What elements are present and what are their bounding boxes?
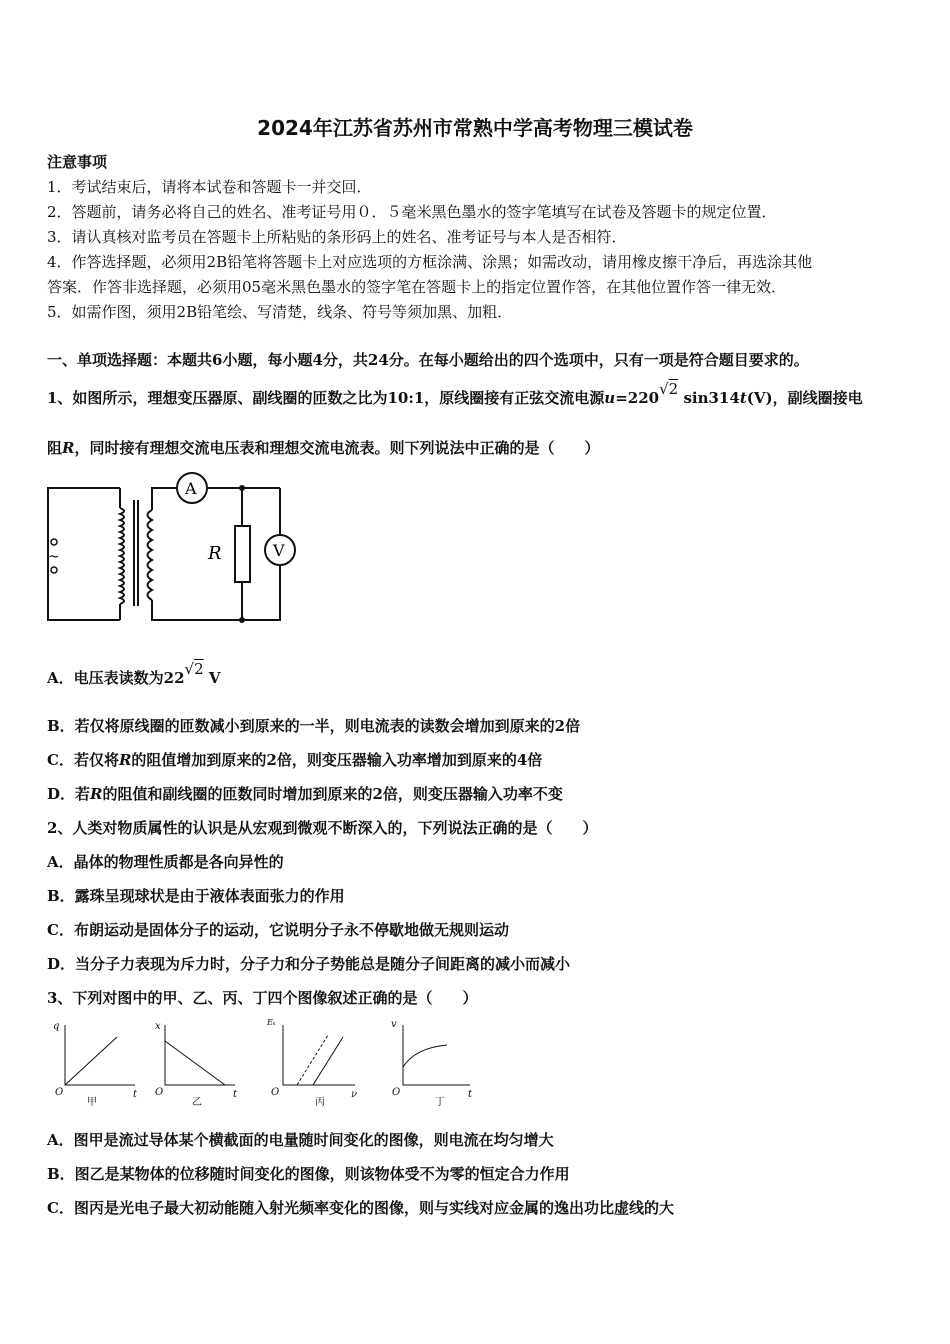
q1-opt-c-b: 的阻值增加到原来的2倍，则变压器输入功率增加到原来的4倍	[131, 751, 543, 769]
note-item-4-cont: 答案．作答非选择题，必须用05毫米黑色墨水的签字笔在答题卡上的指定位置作答，在其他位置作答一律无效．	[47, 278, 787, 296]
q1-formula-t: t	[739, 389, 747, 407]
q1-stem-line1	[47, 380, 863, 408]
graph-bing-xlabel: ν	[351, 1089, 358, 1100]
graph-ding-axes	[403, 1025, 470, 1085]
graph-yi-xlabel: t	[233, 1089, 238, 1100]
q1-opt-a-text: A．电压表读数为22	[47, 669, 185, 687]
graph-yi-axes	[165, 1025, 235, 1085]
q3-option-a: A．图甲是流过导体某个横截面的电量随时间变化的图像，则电流在均匀增大	[47, 1131, 554, 1149]
q1-opt-a-unit: V	[208, 669, 221, 687]
graph-jia-origin: O	[55, 1087, 64, 1098]
graph-bing-origin: O	[271, 1087, 280, 1098]
q1-opt-d-b: 的阻值和副线圈的匝数同时增加到原来的2倍，则变压器输入功率不变	[102, 785, 563, 803]
secondary-lead-top	[152, 488, 176, 510]
q3-graphs	[45, 1015, 485, 1110]
ac-source-symbol: ~	[48, 549, 60, 565]
q1-option-c	[47, 750, 542, 770]
graph-jia-line	[65, 1037, 117, 1085]
note-item-1: 1．考试结束后，请将本试卷和答题卡一并交回．	[47, 178, 372, 196]
q1-opt-c-r: R	[118, 751, 132, 769]
q3-option-b: B．图乙是某物体的位移随时间变化的图像，则该物体受不为零的恒定合力作用	[47, 1165, 570, 1183]
graph-bing-dashed-line	[297, 1035, 328, 1085]
q1-formula-u: u	[604, 389, 616, 407]
graph-jia-ylabel: q	[53, 1021, 60, 1032]
q2-stem: 2、人类对物质属性的认识是从宏观到微观不断深入的，下列说法正确的是（ ）	[47, 819, 598, 837]
q1-opt-d-r: R	[90, 785, 103, 803]
note-item-5: 5．如需作图，须用2B铅笔绘、写清楚，线条、符号等须加黑、加粗．	[47, 303, 513, 321]
graph-yi-line	[165, 1041, 225, 1085]
graph-ding-xlabel: t	[468, 1089, 473, 1100]
secondary-coil	[148, 510, 153, 600]
graph-jia-axes	[65, 1025, 135, 1085]
q2-option-c: C．布朗运动是固体分子的运动，它说明分子永不停歇地做无规则运动	[47, 921, 509, 939]
graph-yi-caption: 乙	[192, 1097, 202, 1108]
graph-bing-ylabel: Eₖ	[267, 1018, 276, 1027]
junction-bottom	[239, 617, 245, 623]
resistor-label: R	[208, 543, 222, 564]
sqrt-sign: √2	[659, 380, 679, 398]
graph-bing-caption: 丙	[315, 1097, 325, 1108]
q1-formula-eq: =220	[615, 389, 660, 407]
primary-coil	[120, 508, 124, 604]
graph-bing-solid-line	[313, 1037, 343, 1085]
note-item-3: 3．请认真核对监考员在答题卡上所粘贴的条形码上的姓名、准考证号与本人是否相符．	[47, 228, 627, 246]
ammeter-label: A	[185, 479, 197, 498]
graph-jia-caption: 甲	[87, 1097, 97, 1108]
terminal-top	[51, 539, 57, 545]
graph-ding-origin: O	[392, 1087, 401, 1098]
q1-formula-sin: sin314	[683, 389, 740, 407]
graph-ding-ylabel: v	[391, 1019, 397, 1030]
q1-stem-text: 1、如图所示，理想变压器原、副线圈的匝数之比为10:1，原线圈接有正弦交流电源	[47, 389, 605, 407]
q3-option-c: C．图丙是光电子最大初动能随入射光频率变化的图像，则与实线对应金属的逸出功比虚线的大	[47, 1199, 674, 1217]
section-1-heading: 一、单项选择题：本题共6小题，每小题4分，共24分。在每小题给出的四个选项中，只有一项是符合题目要求的。	[47, 351, 809, 369]
graph-yi-origin: O	[155, 1087, 164, 1098]
sqrt-sign: √2	[184, 660, 204, 678]
q2-option-b: B．露珠呈现球状是由于液体表面张力的作用	[47, 887, 345, 905]
q1-opt-d-a: D．若	[47, 785, 91, 803]
q1-opt-c-a: C．若仅将	[47, 751, 119, 769]
q1-line2-r: R	[62, 439, 75, 457]
note-item-4: 4．作答选择题，必须用2B铅笔将答题卡上对应选项的方框涂满、涂黑；如需改动，请用橡皮擦干净后，再选涂其他	[47, 253, 813, 271]
note-item-2: 2．答题前，请务必将自己的姓名、准考证号用０．５毫米黑色墨水的签字笔填写在试卷及答题卡的规定位置．	[47, 203, 777, 221]
q1-stem-line2	[47, 438, 600, 458]
q1-option-a	[47, 660, 221, 688]
junction-top	[239, 485, 245, 491]
q1-opt-a-sqrt: 2	[194, 660, 204, 678]
voltmeter-label: V	[273, 541, 285, 560]
notes-heading: 注意事项	[47, 153, 108, 171]
page-title: 2024年江苏省苏州市常熟中学高考物理三模试卷	[257, 116, 693, 140]
q1-option-b: B．若仅将原线圈的匝数减小到原来的一半，则电流表的读数会增加到原来的2倍	[47, 717, 581, 735]
terminal-bottom	[51, 567, 57, 573]
q2-option-a: A．晶体的物理性质都是各向异性的	[47, 853, 284, 871]
graph-yi-ylabel: x	[155, 1021, 161, 1032]
graph-ding-curve	[403, 1045, 447, 1067]
resistor	[235, 526, 250, 582]
q2-option-d: D．当分子力表现为斥力时，分子力和分子势能总是随分子间距离的减小而减小	[47, 955, 571, 973]
q1-formula-sqrt: 2	[668, 380, 679, 398]
q1-line2-b: ，同时接有理想交流电压表和理想交流电流表。则下列说法中正确的是（ ）	[74, 439, 600, 457]
q1-line2-a: 阻	[47, 439, 63, 457]
q3-stem: 3、下列对图中的甲、乙、丙、丁四个图像叙述正确的是（ ）	[47, 989, 478, 1007]
q1-formula-unit: (V)，副线圈接电	[746, 389, 863, 407]
q1-option-d	[47, 784, 563, 804]
graph-ding-caption: 丁	[435, 1097, 445, 1108]
graph-jia-xlabel: t	[133, 1089, 138, 1100]
transformer-circuit-diagram	[40, 470, 310, 630]
